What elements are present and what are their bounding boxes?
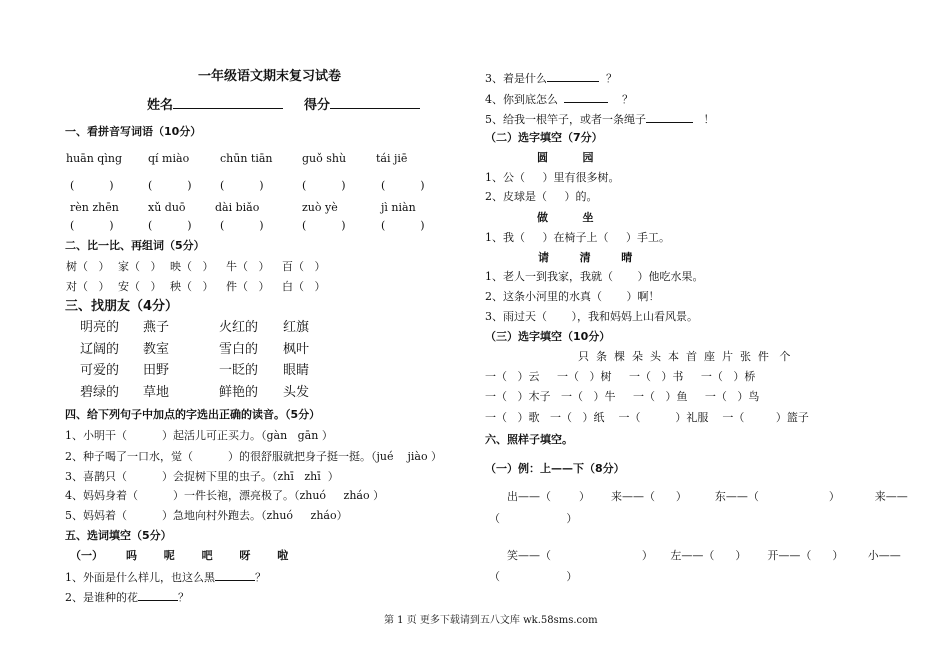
match-word: 田野 [143,363,170,378]
match-word: 碧绿的 [80,385,120,400]
select-char-heading: （二）选字填空（7分） [485,131,603,144]
match-word: 草地 [143,385,170,400]
match-word: 火红的 [219,320,259,335]
match-word: 雪白的 [219,342,259,357]
pinyin-9: zuò yè [302,201,338,214]
answer-box: ( ) [220,179,264,192]
pinyin-6: rèn zhēn [70,201,119,214]
match-word: 鲜艳的 [219,385,259,400]
measure-row: 一（ ）木子 一（ ）牛 一（ ）鱼 一（ ）鸟 [485,390,760,403]
answer-box: ( ) [148,179,192,192]
fill-question-text: 5、给我一根竿子，或者一条绳子 [485,113,646,126]
answer-blank [138,589,178,601]
fill-question [485,91,633,106]
antonym-row-cont: （ ） [489,512,578,525]
answer-box: ( ) [302,179,346,192]
pinyin-5: tái jiē [376,152,408,165]
fill-question-text: 4、你到底怎么 [485,93,558,106]
char-pair: 做 坐 [537,211,594,224]
match-word: 辽阔的 [80,342,120,357]
fill-question [485,70,617,85]
char-item: 3、雨过天（ ），我和妈妈上山看风景。 [485,310,698,323]
fill-question [65,589,189,604]
match-word: 可爱的 [80,363,120,378]
answer-box: ( ) [381,179,425,192]
fill-question-text: 2、是谁种的花 [65,591,138,604]
pinyin-8: dài biǎo [215,201,260,214]
char-trio: 请 清 晴 [538,251,633,264]
fill-question [485,111,715,126]
section5-sub: （一） 吗 呢 吧 呀 啦 [70,549,289,562]
pinyin-3: chūn tiān [220,152,273,165]
answer-box: ( ) [381,219,425,232]
compare-item: 秧（ ） [170,280,214,293]
match-word: 红旗 [283,320,310,335]
match-word: 眼睛 [283,363,310,378]
score-blank [330,97,420,109]
compare-item: 对（ ） [66,280,110,293]
match-word: 一眨的 [219,363,259,378]
answer-box: ( ) [70,179,114,192]
compare-item: 家（ ） [118,260,162,273]
reading-item: 1、小明干（ ）起活儿可正买力。（gàn gān ） [65,429,333,442]
section1-heading: 一、看拼音写词语（10分） [65,125,202,138]
match-word: 燕子 [143,320,170,335]
reading-item: 2、种子喝了一口水，觉（ ）的很舒服就把身子挺一挺。（jué jiào ） [65,450,443,463]
score-field [304,97,420,112]
compare-item: 件（ ） [226,280,270,293]
answer-blank [547,70,599,82]
compare-item: 百（ ） [282,260,326,273]
antonym-row: 出——（ ） 来——（ ） 东——（ ） 来—— [507,490,908,503]
fill-question-end: ？ [255,571,266,584]
section6-heading: 六、照样子填空。 [485,433,573,446]
fill-question-end: ！ [693,113,715,126]
char-item: 1、老人一到我家，我就（ ）他吃水果。 [485,270,704,283]
fill-question-text: 1、外面是什么样儿，也这么黑 [65,571,215,584]
section2-heading: 二、比一比、再组词（5分） [65,239,205,252]
answer-box: ( ) [70,219,114,232]
pinyin-7: xǔ duō [148,201,186,214]
answer-box: ( ) [302,219,346,232]
answer-blank [564,91,608,103]
fill-question [65,569,266,584]
char-item: 1、公（ ）里有很多树。 [485,171,620,184]
page-title: 一年级语文期末复习试卷 [198,69,342,84]
char-item: 2、这条小河里的水真（ ）啊！ [485,290,660,303]
example-heading: （一）例：上——下（8分） [485,462,625,475]
score-label: 得分 [304,98,331,113]
char-item: 2、皮球是（ ）的。 [485,190,598,203]
name-field [147,97,283,112]
match-word: 枫叶 [283,342,310,357]
section4-heading: 四、给下列句子中加点的字选出正确的读音。（5分） [65,408,321,421]
pinyin-10: jì niàn [381,201,416,214]
fill-question-end: ？ [178,591,189,604]
antonym-row: 笑——（ ） 左——（ ） 开——（ ） 小—— [507,549,901,562]
fill-question-text: 3、着是什么 [485,72,547,85]
reading-item: 5、妈妈着（ ）急地向村外跑去。（zhuó zháo） [65,509,348,522]
name-blank [173,97,283,109]
answer-box: ( ) [148,219,192,232]
match-word: 头发 [283,385,310,400]
fill-question-end: ？ [599,72,617,85]
pinyin-4: guǒ shù [302,152,347,165]
measure-row: 一（ ）云 一（ ）树 一（ ）书 一（ ）桥 [485,370,756,383]
compare-item: 映（ ） [170,260,214,273]
char-item: 1、我（ ）在椅子上（ ）手工。 [485,231,670,244]
match-word: 教室 [143,342,170,357]
measure-word-list: 只 条 棵 朵 头 本 首 座 片 张 件 个 [578,350,791,363]
measure-row: 一（ ）歌 一（ ）纸 一（ ）礼服 一（ ）篮子 [485,411,809,424]
antonym-row-cont: （ ） [489,570,578,583]
pinyin-2: qí miào [148,152,190,165]
pinyin-1: huān qìng [66,152,122,165]
reading-item: 3、喜鹊只（ ）会捉树下里的虫子。（zhī zhī ） [65,470,339,483]
compare-item: 牛（ ） [226,260,270,273]
answer-blank [215,569,255,581]
name-label: 姓名 [147,98,174,113]
compare-item: 安（ ） [118,280,162,293]
measure-word-heading: （三）选字填空（10分） [485,330,611,343]
answer-box: ( ) [220,219,264,232]
fill-question-end: ？ [608,93,633,106]
section5-heading: 五、选词填空（5分） [65,529,172,542]
compare-item: 白（ ） [282,280,326,293]
compare-item: 树（ ） [66,260,110,273]
answer-blank [646,111,693,123]
section3-heading: 三、找朋友（4分） [65,299,179,314]
page-footer: 第 1 页 更多下载请到五八文库 wk.58sms.com [384,615,598,626]
match-word: 明亮的 [80,320,120,335]
reading-item: 4、妈妈身着（ ）一件长袍，漂亮极了。（zhuó zháo ） [65,489,385,502]
char-pair: 圆 园 [537,151,594,164]
